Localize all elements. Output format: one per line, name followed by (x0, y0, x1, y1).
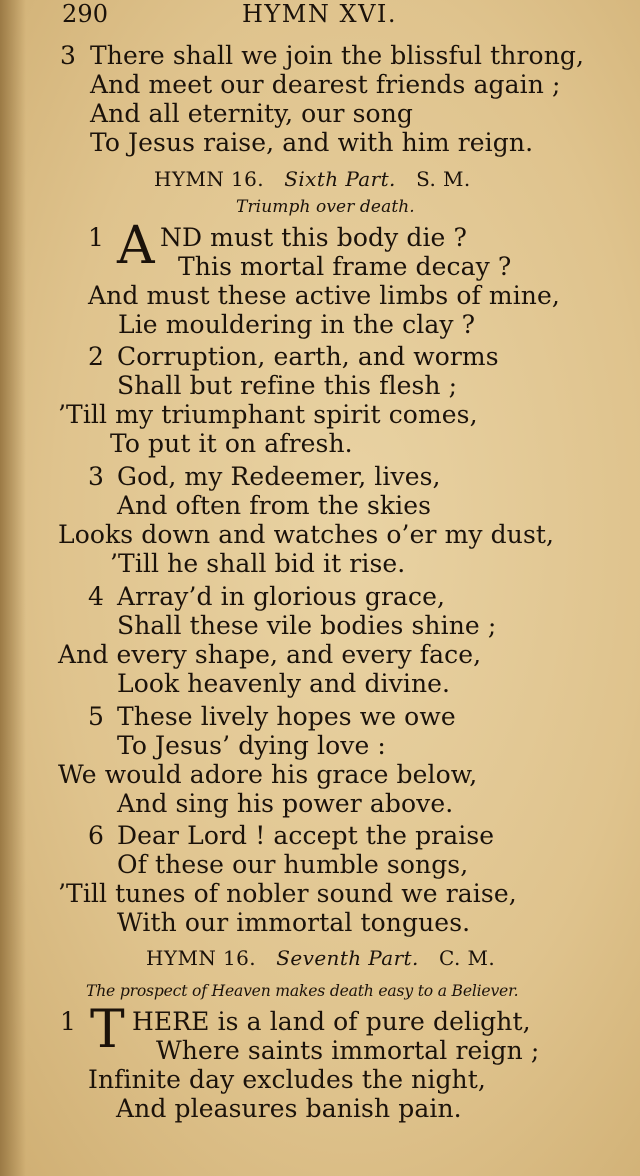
verse-line: To Jesus’ dying love : (117, 731, 386, 760)
verse-line: And pleasures banish pain. (116, 1094, 462, 1123)
verse-line: Array’d in glorious grace, (117, 582, 446, 611)
verse-line: Where saints immortal reign ; (156, 1036, 540, 1065)
verse-line: Shall but refine this flesh ; (117, 371, 458, 400)
verse-line: And meet our dearest friends again ; (90, 70, 561, 99)
verse-line: There shall we join the blissful throng, (90, 41, 585, 70)
verse-line: Infinite day excludes the night, (88, 1065, 486, 1094)
page-number: 290 (62, 0, 109, 28)
hymn-heading (146, 944, 495, 972)
stanza-number: 1 (60, 1007, 77, 1036)
verse-line: And every shape, and every face, (58, 640, 482, 669)
drop-cap: T (90, 1000, 125, 1060)
verse-line: Looks down and watches o’er my dust, (58, 520, 555, 549)
verse-line: These lively hopes we owe (117, 702, 456, 731)
hymn-title: HYMN 16. (146, 946, 256, 970)
hymn-subtitle: Triumph over death. (236, 197, 415, 217)
verse-line: ’Till my triumphant spirit comes, (58, 400, 478, 429)
stanza-number: 5 (88, 702, 105, 731)
hymn-meter: S. M. (416, 167, 471, 191)
running-head: HYMN XVI. (242, 0, 398, 28)
hymn-meter: C. M. (439, 946, 496, 970)
verse-line: Look heavenly and divine. (117, 669, 451, 698)
verse-line: To Jesus raise, and with him reign. (90, 128, 534, 157)
verse-line: Dear Lord ! accept the praise (117, 821, 495, 850)
verse-line: ND must this body die ? (160, 223, 467, 252)
verse-line: We would adore his grace below, (58, 760, 478, 789)
page-edge-shadow (0, 0, 26, 1176)
stanza-number: 2 (88, 342, 105, 371)
hymn-part: Sixth Part. (284, 167, 396, 191)
verse-line: And sing his power above. (117, 789, 454, 818)
verse-line: Of these our humble songs, (117, 850, 469, 879)
stanza-number: 3 (60, 41, 77, 70)
stanza-number: 1 (88, 223, 105, 252)
hymn-heading (154, 165, 471, 193)
stanza-number: 6 (88, 821, 105, 850)
verse-line: To put it on afresh. (110, 429, 353, 458)
verse-line: ’Till tunes of nobler sound we raise, (58, 879, 517, 908)
stanza-number: 3 (88, 462, 105, 491)
verse-line: God, my Redeemer, lives, (117, 462, 441, 491)
verse-line: ’Till he shall bid it rise. (110, 549, 406, 578)
hymn-part: Seventh Part. (276, 946, 419, 970)
verse-line: This mortal frame decay ? (178, 252, 512, 281)
verse-line: Shall these vile bodies shine ; (117, 611, 497, 640)
verse-line: Lie mouldering in the clay ? (118, 310, 476, 339)
stanza-number: 4 (88, 582, 105, 611)
verse-line: And often from the skies (117, 491, 432, 520)
verse-line: With our immortal tongues. (117, 908, 471, 937)
verse-line: Corruption, earth, and worms (117, 342, 499, 371)
hymn-subtitle: The prospect of Heaven makes death easy to a Believer. (86, 982, 519, 1000)
verse-line: HERE is a land of pure delight, (132, 1007, 531, 1036)
verse-line: And must these active limbs of mine, (88, 281, 560, 310)
verse-line: And all eternity, our song (90, 99, 414, 128)
hymn-title: HYMN 16. (154, 167, 264, 191)
drop-cap: A (117, 216, 155, 276)
